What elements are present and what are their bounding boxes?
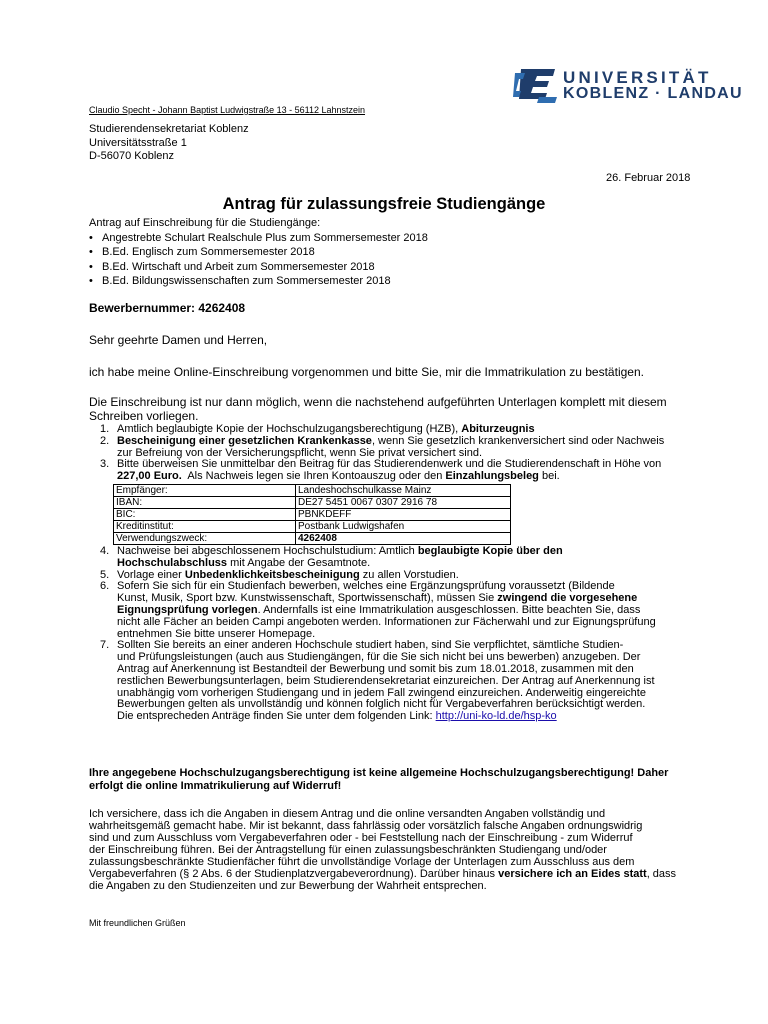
logo-text-line1: UNIVERSITÄT	[563, 68, 712, 87]
recipient-line: Studierendensekretariat Koblenz	[89, 123, 249, 135]
bank-details-table	[113, 484, 511, 545]
list-item: 3. Bitte überweisen Sie unmittelbar den Beitrag für das Studierendenwerk und die Studierendenschaft in Höhe von 227,00 Euro. Als Nachweis legen sie Ihren Kontoauszug oder den Einzahlungsbeleg bei.	[100, 458, 662, 483]
paragraph-1: ich habe meine Online-Einschreibung vorgenommen und bitte Sie, mir die Immatrikulation zu bestätigen.	[89, 365, 644, 379]
recipient-address	[89, 123, 249, 164]
closing: Mit freundlichen Grüßen	[89, 918, 186, 928]
salutation: Sehr geehrte Damen und Herren,	[89, 333, 268, 347]
warning-notice: Ihre angegebene Hochschulzugangsberechtigung ist keine allgemeine Hochschulzugangsberechtigung! Daher erfolgt die online Immatrikulierung auf Widerruf!	[89, 767, 669, 792]
list-item: 1. Amtlich beglaubigte Kopie der Hochschulzugangsberechtigung (HZB), Abiturzeugnis	[100, 423, 535, 435]
program-intro: Antrag auf Einschreibung für die Studiengänge:	[89, 217, 321, 229]
table-row: Kreditinstitut: Postbank Ludwigshafen	[114, 520, 511, 532]
table-row: IBAN: DE27 5451 0067 0307 2916 78	[114, 496, 511, 508]
list-item: 6. Sofern Sie sich für ein Studienfach bewerben, welches eine Ergänzungsprüfung voraussetzt (Bildende Kunst, Musik, Sport bzw. Kunstwissenschaft, Sportwissenschaft), müssen Sie zwingend die vorgesehene Eignungsprüfung vorlegen. Andernfalls ist eine Immatrikulation ausgeschlossen. Bitte beachten Sie, dass nicht alle Fächer an beiden Campi angeboten werden. Informationen zur Fächerwahl und zur Eignungsprüfung entnehmen Sie bitte unserer Homepage.	[100, 580, 656, 640]
paragraph-2-line: Schreiben vorliegen.	[89, 409, 199, 423]
recipient-line: Universitätsstraße 1	[89, 136, 187, 149]
letter-date: 26. Februar 2018	[606, 172, 691, 184]
program-item: • Angestrebte Schulart Realschule Plus zum Sommersemester 2018	[89, 231, 428, 246]
recipient-line: D-56070 Koblenz	[89, 150, 175, 162]
document-title: Antrag für zulassungsfreie Studiengänge	[222, 195, 546, 213]
table-row: Verwendungszweck: 4262408	[114, 532, 511, 544]
list-item: 5. Vorlage einer Unbedenklichkeitsbescheinigung zu allen Vorstudien.	[100, 568, 459, 581]
university-logo-icon	[513, 67, 557, 105]
list-item: 7. Sollten Sie bereits an einer anderen Hochschule studiert haben, sind Sie verpflichtet, sämtliche Studien- und Prüfungsleistungen (auch aus Studiengängen, für die Sie sich nicht bei uns bewerben) anzugeben. Der Antrag auf Anerkennung ist Bestandteil der Bewerbung und somit bis zum 18.01.2018, zusammen mit den restlichen Bewerbungsunterlagen, beim Studierendensekretariat einzureichen. Der Antrag auf Anerkennung ist unabhängig vom vorherigen Studiengang und in jedem Fall zwingend einzureichen. Anderweitig eingereichte Bewerbungen gelten als unvollständig und können folglich nicht für Vergabeverfahren berücksichtigt werden. Die entsprecheden Anträge finden Sie unter dem folgenden Link: http://uni-ko-ld.de/hsp-ko	[100, 639, 655, 723]
logo-text-line2: KOBLENZ · LANDAU	[563, 85, 743, 102]
table-row: Empfänger: Landeshochschulkasse Mainz	[114, 484, 511, 496]
program-item: • B.Ed. Wirtschaft und Arbeit zum Sommersemester 2018	[89, 260, 428, 275]
program-list	[89, 216, 428, 289]
hsp-ko-link[interactable]: http://uni-ko-ld.de/hsp-ko	[435, 710, 557, 723]
list-item: 4. Nachweise bei abgeschlossenem Hochschulstudium: Amtlich beglaubigte Kopie über den Hochschulabschluss mit Angabe der Gesamtnote.	[100, 544, 563, 569]
sender-line: Claudio Specht - Johann Baptist Ludwigstraße 13 - 56112 Lahnstzein	[89, 105, 366, 115]
paragraph-2-line: Die Einschreibung ist nur dann möglich, wenn die nachstehend aufgeführten Unterlagen komplett mit diesem	[89, 395, 667, 409]
list-item: 2. Bescheinigung einer gesetzlichen Krankenkasse, wenn Sie gesetzlich krankenversichert sind oder Nachweis zur Befreiung von der Versicherungspflicht, wenn Sie privat versichert sind.	[100, 434, 665, 459]
paragraph-2	[89, 395, 667, 423]
declaration-paragraph: Ich versichere, dass ich die Angaben in diesem Antrag und die online versandten Angaben vollständig und wahrheitsgemäß gemacht habe. Mir ist bekannt, dass fahrlässig oder vorsätzlich falsche Angaben ordnungswidrig sind und zum Ausschluss vom Vergabeverfahren oder - bei Feststellung nach der Einschreibung - zum Widerruf der Einschreibung führen. Bei der Antragstellung für einen zulassungsbeschränkten Studiengang und/oder zulassungsbeschränkte Studienfächer führt die unvollständige Vorlage der Unterlagen zum Ausschluss aus dem Vergabeverfahren (§ 2 Abs. 6 der Studienplatzvergabeverordnung). Darüber hinaus versichere ich an Eides statt, dass die Angaben zu den Studienzeiten und zur Bewerbung der Wahrheit entsprechen.	[89, 808, 677, 892]
program-item: • B.Ed. Bildungswissenschaften zum Sommersemester 2018	[89, 274, 428, 289]
applicant-number: Bewerbernummer: 4262408	[89, 301, 246, 315]
program-item: • B.Ed. Englisch zum Sommersemester 2018	[89, 245, 428, 260]
required-documents-list	[100, 424, 720, 723]
table-row: BIC: PBNKDEFF	[114, 508, 511, 520]
